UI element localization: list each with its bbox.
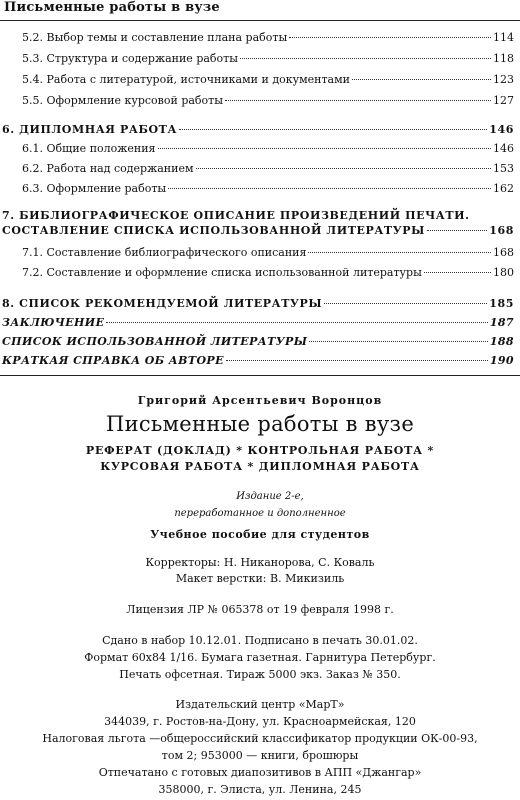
toc-leader — [424, 272, 491, 273]
toc-label: 8. СПИСОК РЕКОМЕНДУЕМОЙ ЛИТЕРАТУРЫ — [2, 297, 323, 310]
correctors-line: Корректоры: Н. Никанорова, С. Коваль — [145, 556, 375, 569]
toc-chapter — [2, 297, 514, 311]
toc-label: СОСТАВЛЕНИЕ СПИСКА ИСПОЛЬЗОВАННОЙ ЛИТЕРАТУРЫ — [2, 224, 425, 237]
tax-line: том 2; 953000 — книги, брошюры — [161, 749, 359, 762]
print-info-line: Печать офсетная. Тираж 5000 экз. Заказ № 350. — [119, 668, 401, 681]
toc-leader — [427, 230, 487, 231]
toc-leader — [324, 303, 487, 304]
toc-chapter — [2, 316, 514, 330]
toc-chapter — [2, 335, 514, 349]
toc-page: 185 — [489, 297, 514, 310]
toc-label: 6.3. Оформление работы — [22, 182, 167, 195]
subtitle-line: КУРСОВАЯ РАБОТА * ДИПЛОМНАЯ РАБОТА — [100, 460, 420, 473]
toc-leader — [226, 360, 488, 361]
toc-leader — [168, 188, 491, 189]
toc-label: 7.2. Составление и оформление списка использованной литературы — [22, 266, 422, 279]
toc-label: 5.5. Оформление курсовой работы — [22, 94, 224, 107]
toc-page: 153 — [493, 162, 514, 175]
toc-entry — [22, 266, 514, 280]
publisher-address-line: 344039, г. Ростов-на-Дону, ул. Красноармейская, 120 — [104, 715, 416, 728]
publisher-line: Издательский центр «МарТ» — [175, 698, 345, 711]
toc-leader — [352, 79, 491, 80]
running-header: Письменные работы в вузе — [4, 0, 220, 15]
license-line: Лицензия ЛР № 065378 от 19 февраля 1998 г. — [126, 603, 394, 616]
toc-label: 5.3. Структура и содержание работы — [22, 52, 238, 65]
book-title: Письменные работы в вузе — [105, 412, 415, 436]
toc-chapter — [2, 224, 514, 238]
toc-label: 6. ДИПЛОМНАЯ РАБОТА — [2, 123, 177, 136]
print-info-line: Формат 60x84 1/16. Бумага газетная. Гарнитура Петербург. — [84, 651, 436, 664]
toc-entry — [22, 31, 514, 45]
toc-page: 146 — [493, 142, 514, 155]
toc-label: 6.1. Общие положения — [22, 142, 156, 155]
section-rule — [0, 375, 520, 376]
print-info-line: Сдано в набор 10.12.01. Подписано в печать 30.01.02. — [102, 634, 418, 647]
toc-leader — [289, 37, 491, 38]
toc-chapter — [2, 209, 514, 223]
toc-leader — [240, 58, 491, 59]
author-name: Григорий Арсентьевич Воронцов — [137, 394, 383, 407]
toc-leader — [179, 129, 487, 130]
toc-page: 180 — [493, 266, 514, 279]
toc-leader — [158, 148, 492, 149]
edition-line: переработанное и дополненное — [174, 508, 346, 519]
toc-label: 5.2. Выбор темы и составление плана работы — [22, 31, 288, 44]
toc-leader — [309, 341, 488, 342]
toc-leader — [308, 252, 491, 253]
subtitle-line: РЕФЕРАТ (ДОКЛАД) * КОНТРОЛЬНАЯ РАБОТА * — [85, 444, 435, 457]
toc-entry — [22, 162, 514, 176]
toc-entry — [22, 94, 514, 108]
toc-page: 190 — [489, 354, 514, 367]
toc-label: КРАТКАЯ СПРАВКА ОБ АВТОРЕ — [2, 354, 224, 367]
layout-line: Макет верстки: В. Микизиль — [175, 572, 345, 585]
toc-page: 114 — [493, 31, 514, 44]
tax-line: Налоговая льгота —общероссийский классификатор продукции ОК-00-93, — [42, 732, 478, 745]
toc-leader — [106, 322, 487, 323]
toc-page: 168 — [493, 246, 514, 259]
toc-page: 118 — [493, 52, 514, 65]
purpose-line: Учебное пособие для студентов — [150, 528, 370, 541]
toc-page: 146 — [489, 123, 514, 136]
toc-entry — [22, 182, 514, 196]
toc-entry — [22, 52, 514, 66]
toc-label: 6.2. Работа над содержанием — [22, 162, 194, 175]
printer-line: Отпечатано с готовых диапозитивов в АПП «Джангар» — [98, 766, 422, 779]
toc-chapter — [2, 354, 514, 368]
toc-label: 5.4. Работа с литературой, источниками и документами — [22, 73, 351, 86]
toc-label: 7.1. Составление библиографического описания — [22, 246, 307, 259]
edition-line: Издание 2-е, — [236, 491, 304, 502]
toc-leader — [196, 168, 491, 169]
toc-entry — [22, 142, 514, 156]
header-rule — [0, 20, 520, 21]
toc-entry — [22, 73, 514, 87]
toc-page: 168 — [489, 224, 514, 237]
toc-page: 127 — [493, 94, 514, 107]
toc-page: 162 — [493, 182, 514, 195]
toc-page: 188 — [489, 335, 514, 348]
toc-entry — [22, 246, 514, 260]
toc-page: 187 — [489, 316, 514, 329]
toc-label: СПИСОК ИСПОЛЬЗОВАННОЙ ЛИТЕРАТУРЫ — [2, 335, 308, 348]
printer-address-line: 358000, г. Элиста, ул. Ленина, 245 — [158, 783, 362, 796]
toc-label: 7. БИБЛИОГРАФИЧЕСКОЕ ОПИСАНИЕ ПРОИЗВЕДЕНИЙ ПЕЧАТИ. — [2, 209, 470, 222]
toc-label: ЗАКЛЮЧЕНИЕ — [2, 316, 105, 329]
toc-leader — [225, 100, 491, 101]
toc-page: 123 — [493, 73, 514, 86]
toc-chapter — [2, 123, 514, 137]
